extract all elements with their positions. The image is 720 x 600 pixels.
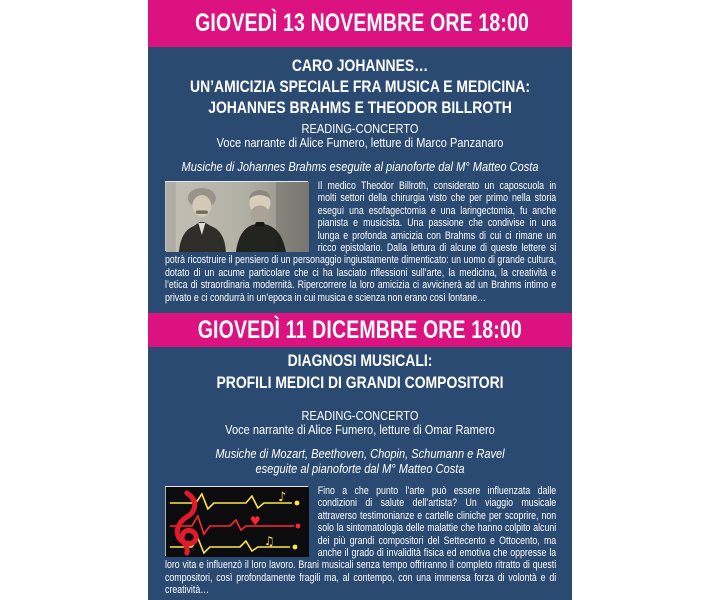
music-note-icon: ♫ <box>263 534 275 548</box>
event1-date-banner <box>148 0 572 47</box>
event2-description <box>165 485 556 597</box>
music-note-icon: ♪ <box>277 490 287 505</box>
heart-icon: ♥ <box>249 514 261 528</box>
event2-format-label: READING-CONCERTO <box>301 408 419 423</box>
event2-music-credit-line1: Musiche di Mozart, Beethoven, Chopin, Schumann e Ravel <box>215 446 505 461</box>
brahms-billroth-photo <box>165 181 308 251</box>
event2-title-line1: DIAGNOSI MUSICALI: <box>287 351 433 370</box>
event1-description-text: Il medico Theodor Billroth, considerato un caposcuola in molti settori della chirurgia visto che per primo nella storia eseguì una esofagectomia e una laringectomia, fu anche pianista e musicista. Una passione che condivise in una lunga e profonda amicizia con Brahms di cui ci rimane un ricco epistolario. Dalla lettura di alcune di queste lettere si potrà ricostruire il pensiero di un personaggio ingiustamente dimenticato: un uomo di grande cultura, dotato di un acume particolare che ci ha lasciato riflessioni sull’arte, la medicina, la creatività e l’etica di straordinaria modernità. Ripercorrere la loro amicizia ci avvicinerà ad un Brahms intimo e privato e ci condurrà in un’epoca in cui musica e scienza non erano così lontane… <box>165 180 557 304</box>
event1-narrators: Voce narrante di Alice Fumero, letture di Marco Panzanaro <box>216 135 504 150</box>
concert-flyer <box>148 0 572 600</box>
event2-date-text: GIOVEDÌ 11 DICEMBRE ORE 18:00 <box>197 316 523 344</box>
event1-title-line3: JOHANNES BRAHMS E THEODOR BILLROTH <box>208 98 512 117</box>
event1-format-label: READING-CONCERTO <box>301 121 419 136</box>
ecg-music-image <box>165 486 308 556</box>
event1-description <box>165 180 556 304</box>
brahms-billroth-photo-svg <box>166 182 309 252</box>
event2-title-line2: PROFILI MEDICI DI GRANDI COMPOSITORI <box>216 373 504 392</box>
event2-narrators: Voce narrante di Alice Fumero, letture di Omar Ramero <box>225 422 495 437</box>
event2-title <box>148 350 572 394</box>
event2-music-credit-line2: eseguite al pianoforte dal M° Matteo Costa <box>255 461 465 476</box>
event2-date-banner <box>148 313 572 347</box>
event1-title <box>148 55 572 118</box>
event2-description-text: Fino a che punto l’arte può essere influenzata dalle condizioni di salute dell’artista? Un viaggio musicale attraverso testimonianze e cartelle cliniche per scoprire, non solo la sintomatologia delle malattie che hanno colpito alcuni dei più grandi compositori del Settecento e Ottocento, ma anche il grado di invalidità fisica ed emotiva che oppresse la loro vita e influenzò il loro lavoro. Brani musicali senza tempo offriranno il completo ritratto di questi compositori, così profondamente fragili ma, al contempo, con una immensa forza di volontà e di creatività… <box>165 485 557 597</box>
event1-music-credit: Musiche di Johannes Brahms eseguite al pianoforte dal M° Matteo Costa <box>181 159 539 174</box>
event1-date-text: GIOVEDÌ 13 NOVEMBRE ORE 18:00 <box>195 9 530 37</box>
event1-title-line2: UN’AMICIZIA SPECIALE FRA MUSICA E MEDICINA: <box>190 77 530 96</box>
ecg-music-image-svg <box>166 487 309 557</box>
event1-title-line1: CARO JOHANNES… <box>291 56 429 75</box>
